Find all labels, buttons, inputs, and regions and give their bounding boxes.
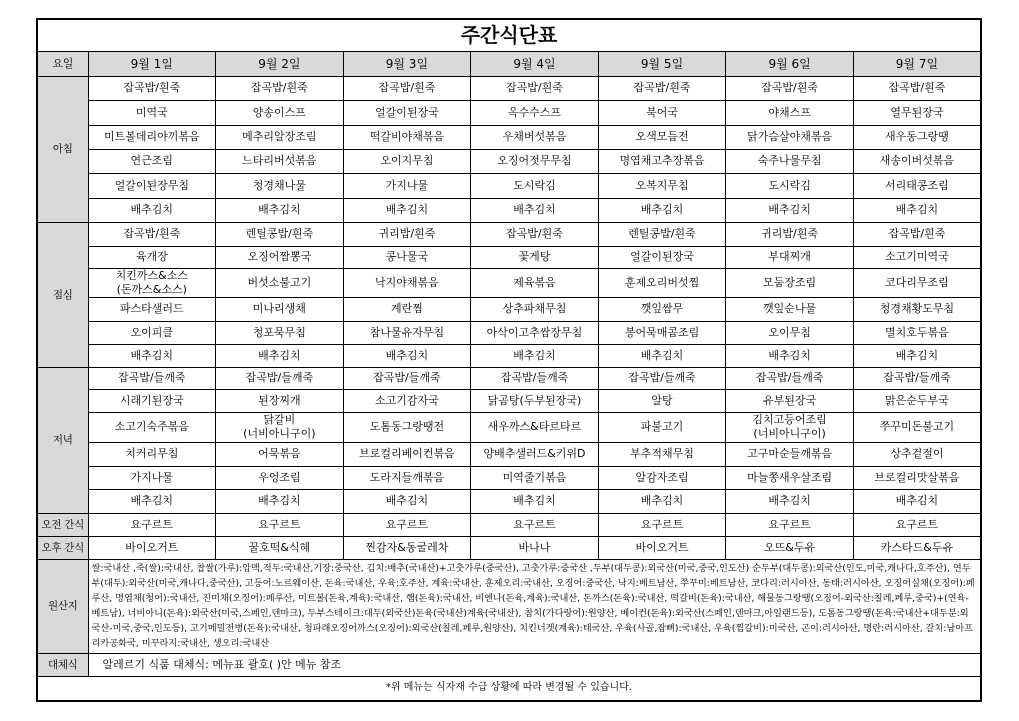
origin-label: 원산지 [37, 559, 88, 653]
snack-item: 꿀호떡&식혜 [216, 536, 344, 559]
menu-item: 소고기미역국 [853, 246, 981, 268]
menu-item: 잡곡밥/흰죽 [853, 76, 981, 100]
menu-item: 배추김치 [598, 489, 726, 513]
snack-item: 요구르트 [598, 513, 726, 536]
menu-item: 잡곡밥/흰죽 [598, 76, 726, 100]
weekly-menu-table [36, 18, 982, 702]
menu-item: 배추김치 [726, 344, 854, 367]
snack-row [37, 513, 981, 536]
menu-item: 부대찌개 [726, 246, 854, 268]
menu-item: 미역줄기볶음 [471, 466, 599, 489]
snack-item: 오뜨&두유 [726, 536, 854, 559]
menu-row [37, 489, 981, 513]
menu-item: 봉어묵매콤조림 [598, 321, 726, 344]
snack-item: 요구르트 [726, 513, 854, 536]
menu-item: 닭곰탕(두부된장국) [471, 389, 599, 412]
menu-item: 계란찜 [343, 297, 471, 321]
menu-row [37, 149, 981, 173]
menu-item: 배추김치 [471, 198, 599, 222]
snack-item: 바이오거트 [88, 536, 216, 559]
title-row [37, 19, 981, 51]
menu-item: 잡곡밥/들깨죽 [853, 367, 981, 389]
menu-item: 치커리무침 [88, 442, 216, 466]
menu-row [37, 344, 981, 367]
menu-item: 부추적채무침 [598, 442, 726, 466]
menu-item: 배추김치 [853, 344, 981, 367]
menu-item: 떡갈비야채볶음 [343, 125, 471, 149]
menu-item: 배추김치 [726, 198, 854, 222]
menu-item: 알감자조림 [598, 466, 726, 489]
menu-item: 미트볼데리야끼볶음 [88, 125, 216, 149]
footer-note: *위 메뉴는 식자재 수급 상황에 따라 변경될 수 있습니다. [37, 676, 981, 701]
menu-item: 메추리알장조림 [216, 125, 344, 149]
menu-item: 배추김치 [343, 198, 471, 222]
menu-item: 시래기된장국 [88, 389, 216, 412]
snack-item: 요구르트 [343, 513, 471, 536]
menu-item: 배추김치 [853, 198, 981, 222]
menu-item: 알탕 [598, 389, 726, 412]
menu-item: 소고기감자국 [343, 389, 471, 412]
menu-item: 육개장 [88, 246, 216, 268]
substitute-text: 알레르기 식품 대체식: 메뉴표 괄호( )안 메뉴 참조 [88, 653, 981, 676]
menu-item: 가지나물 [343, 173, 471, 198]
menu-item: 오징어짬뽕국 [216, 246, 344, 268]
menu-item: 배추김치 [471, 344, 599, 367]
menu-item: 쭈꾸미돈불고기 [853, 412, 981, 442]
menu-item: 낙지야채볶음 [343, 268, 471, 297]
menu-row [37, 412, 981, 442]
menu-item: 잡곡밥/들깨죽 [726, 367, 854, 389]
day-column-label: 요일 [37, 51, 88, 76]
menu-item: 코다리무조림 [853, 268, 981, 297]
menu-item: 브로컬리맛살볶음 [853, 466, 981, 489]
menu-item: 배추김치 [598, 198, 726, 222]
menu-item: 잡곡밥/들깨죽 [471, 367, 599, 389]
menu-item: 모둠장조림 [726, 268, 854, 297]
menu-item: 청경채나물 [216, 173, 344, 198]
menu-row [37, 466, 981, 489]
menu-item: 잡곡밥/들깨죽 [88, 367, 216, 389]
menu-row [37, 297, 981, 321]
menu-item: 열무된장국 [853, 100, 981, 125]
menu-item: 깻잎쌈무 [598, 297, 726, 321]
menu-item: 얼갈이된장국 [343, 100, 471, 125]
menu-item: 상추파채무침 [471, 297, 599, 321]
menu-item: 배추김치 [343, 344, 471, 367]
menu-item: 서리태콩조림 [853, 173, 981, 198]
menu-item: 어묵볶음 [216, 442, 344, 466]
day-header: 9월 5일 [598, 51, 726, 76]
menu-item: 배추김치 [216, 198, 344, 222]
snack-item: 요구르트 [88, 513, 216, 536]
menu-item: 오이무침 [726, 321, 854, 344]
menu-item: 배추김치 [88, 344, 216, 367]
menu-item: 잡곡밥/흰죽 [216, 76, 344, 100]
menu-item: 훈제오리버섯찜 [598, 268, 726, 297]
snack-item: 찐감자&동굴레차 [343, 536, 471, 559]
meal-label: 점심 [37, 222, 88, 367]
menu-item: 가지나물 [88, 466, 216, 489]
menu-row [37, 76, 981, 100]
menu-item: 옥수수스프 [471, 100, 599, 125]
menu-item: 도톰동그랑땡전 [343, 412, 471, 442]
menu-item: 느타리버섯볶음 [216, 149, 344, 173]
menu-item: 상추겉절이 [853, 442, 981, 466]
menu-item: 제육볶음 [471, 268, 599, 297]
menu-item: 렌틸콩밥/흰죽 [216, 222, 344, 246]
menu-item: 양배추샐러드&키위D [471, 442, 599, 466]
menu-item: 아삭이고추쌈장무침 [471, 321, 599, 344]
menu-row [37, 268, 981, 297]
menu-row [37, 125, 981, 149]
menu-item: 꽃게탕 [471, 246, 599, 268]
menu-item: 귀리밥/흰죽 [343, 222, 471, 246]
snack-label: 오전 간식 [37, 513, 88, 536]
menu-item: 연근조림 [88, 149, 216, 173]
snack-label: 오후 간식 [37, 536, 88, 559]
day-header: 9월 3일 [343, 51, 471, 76]
menu-row [37, 222, 981, 246]
menu-item: 깻잎순나물 [726, 297, 854, 321]
menu-item: 도시락김 [726, 173, 854, 198]
day-header: 9월 6일 [726, 51, 854, 76]
menu-item: 잡곡밥/흰죽 [853, 222, 981, 246]
menu-item: 청포묵무침 [216, 321, 344, 344]
menu-item: 파스타샐러드 [88, 297, 216, 321]
menu-item: 배추김치 [853, 489, 981, 513]
menu-item: 배추김치 [471, 489, 599, 513]
snack-section [37, 513, 981, 559]
menu-row [37, 246, 981, 268]
footer-row [37, 676, 981, 701]
menu-item: 얼갈이된장국 [598, 246, 726, 268]
menu-item: 배추김치 [216, 344, 344, 367]
snack-item: 카스타드&두유 [853, 536, 981, 559]
menu-item: 오징어젓무무침 [471, 149, 599, 173]
substitute-row [37, 653, 981, 676]
menu-item: 소고기숙주볶음 [88, 412, 216, 442]
menu-item: 배추김치 [726, 489, 854, 513]
page-title: 주간식단표 [37, 19, 981, 51]
snack-item: 요구르트 [853, 513, 981, 536]
day-header-row [37, 51, 981, 76]
menu-item: 우채버섯볶음 [471, 125, 599, 149]
menu-item: 야채스프 [726, 100, 854, 125]
menu-row [37, 321, 981, 344]
substitute-label: 대체식 [37, 653, 88, 676]
menu-item: 배추김치 [598, 344, 726, 367]
menu-item: 오이피클 [88, 321, 216, 344]
menu-item: 오복지무침 [598, 173, 726, 198]
menu-item: 맑은순두부국 [853, 389, 981, 412]
menu-item: 양송이스프 [216, 100, 344, 125]
menu-row [37, 198, 981, 222]
menu-item: 김치고등어조림 (너비아니구이) [726, 412, 854, 442]
menu-item: 배추김치 [343, 489, 471, 513]
menu-item: 청경채황도무침 [853, 297, 981, 321]
menu-item: 얼갈이된장무침 [88, 173, 216, 198]
menu-item: 잡곡밥/들깨죽 [343, 367, 471, 389]
menu-item: 숙주나물무침 [726, 149, 854, 173]
menu-row [37, 100, 981, 125]
menu-item: 잡곡밥/들깨죽 [216, 367, 344, 389]
menu-item: 귀리밥/흰죽 [726, 222, 854, 246]
menu-item: 닭갈비 (너비아니구이) [216, 412, 344, 442]
menu-item: 우엉조림 [216, 466, 344, 489]
menu-item: 명엽채고추장볶음 [598, 149, 726, 173]
menu-item: 잡곡밥/흰죽 [471, 76, 599, 100]
snack-item: 요구르트 [216, 513, 344, 536]
menu-item: 콩나물국 [343, 246, 471, 268]
menu-item: 배추김치 [88, 198, 216, 222]
snack-row [37, 536, 981, 559]
menu-item: 잡곡밥/흰죽 [88, 222, 216, 246]
menu-item: 새우동그랑땡 [853, 125, 981, 149]
meal-label: 저녁 [37, 367, 88, 513]
menu-item: 버섯소불고기 [216, 268, 344, 297]
menu-item: 도시락김 [471, 173, 599, 198]
menu-item: 잡곡밥/흰죽 [471, 222, 599, 246]
menu-item: 잡곡밥/들깨죽 [598, 367, 726, 389]
menu-item: 배추김치 [216, 489, 344, 513]
menu-item: 파불고기 [598, 412, 726, 442]
menu-item: 닭가슴살야채볶음 [726, 125, 854, 149]
menu-row [37, 367, 981, 389]
menu-item: 북어국 [598, 100, 726, 125]
menu-item: 된장찌개 [216, 389, 344, 412]
menu-item: 잡곡밥/흰죽 [726, 76, 854, 100]
menu-item: 오이지무침 [343, 149, 471, 173]
menu-item: 렌틸콩밥/흰죽 [598, 222, 726, 246]
day-header: 9월 2일 [216, 51, 344, 76]
menu-item: 치킨까스&소스 (돈까스&소스) [88, 268, 216, 297]
menu-row [37, 173, 981, 198]
day-header: 9월 7일 [853, 51, 981, 76]
meal-section [37, 76, 981, 513]
menu-item: 브로컬리베이컨볶음 [343, 442, 471, 466]
snack-item: 요구르트 [471, 513, 599, 536]
menu-item: 새우까스&타르타르 [471, 412, 599, 442]
menu-row [37, 442, 981, 466]
menu-item: 배추김치 [88, 489, 216, 513]
menu-item: 멸치호두볶음 [853, 321, 981, 344]
origin-text: 쌀:국내산 ,죽(쌀):국내산, 찹쌀(가루):압맥,적두:국내산,기장:중국산, 김치:배추(국내산)+고춧가루(중국산), 고춧가루:중국산 ,두부(대두콩):외국산(미국,중국,인도산) 순두부(대두콩):외국산(인도,미국,캐나다,호주산), 연두부(대두):외국산(미국,캐나다,중국산), 고등어:노르웨이산, 돈육:국내산, 우육:호주산, 계육:국내산, 훈제오리:국내산, 오징어:중국산, 낙지:베트남산, 쭈꾸미:베트남산, 코다리:러시아산, 동태:러시아산, 오징어실채(오징어):페루산, 명엽채(청어):국내산, 진미채(오징어):페루산, 미트볼(돈육,계육):국내산, 햄(돈육):국내산, 비엔나(돈육,계육):국내산, 돈까스(돈육):국내산, 떡갈비(돈육):국내산, 해물동그랑땡(오징어-외국산:칠레,페루,중국)+(연육-베트남), 너비아니(돈육):외국산(미국,스페인,덴마크), 두부스테이크:대두(외국산)돈육(국내산)계육(국내산), 참치(가다랑어):원양산, 베이컨(돈육):외국산(스페인,덴마크,아일랜드등), 도톰동그랑땡(돈육:국내산+대두분:외국산-미국,중국,인도등), 고기메밀전병(돈육):국내산, 청파래오징어까스(오징어):외국산(칠레,페루,원양산), 치킨너겟(계육):태국산, 우육(사골,잡뼈):국내산, 우육(찜갈비):미국산, 곤이:러시아산, 명란:러시아산, 갈치:남아프리카공화국, 미꾸라지:국내산, 생오리:국내산 [88, 559, 981, 653]
menu-item: 유부된장국 [726, 389, 854, 412]
menu-item: 새송이버섯볶음 [853, 149, 981, 173]
snack-item: 바이오거트 [598, 536, 726, 559]
day-header: 9월 4일 [471, 51, 599, 76]
menu-item: 미나리생채 [216, 297, 344, 321]
menu-item: 잡곡밥/흰죽 [88, 76, 216, 100]
menu-item: 미역국 [88, 100, 216, 125]
menu-item: 고구마순들깨볶음 [726, 442, 854, 466]
menu-row [37, 389, 981, 412]
menu-item: 참나물유자무침 [343, 321, 471, 344]
menu-item: 오색모듬전 [598, 125, 726, 149]
day-header: 9월 1일 [88, 51, 216, 76]
meal-label: 아침 [37, 76, 88, 222]
menu-item: 마늘쫑새우살조림 [726, 466, 854, 489]
origin-row [37, 559, 981, 653]
menu-item: 잡곡밥/흰죽 [343, 76, 471, 100]
snack-item: 바나나 [471, 536, 599, 559]
menu-item: 도라지들깨볶음 [343, 466, 471, 489]
